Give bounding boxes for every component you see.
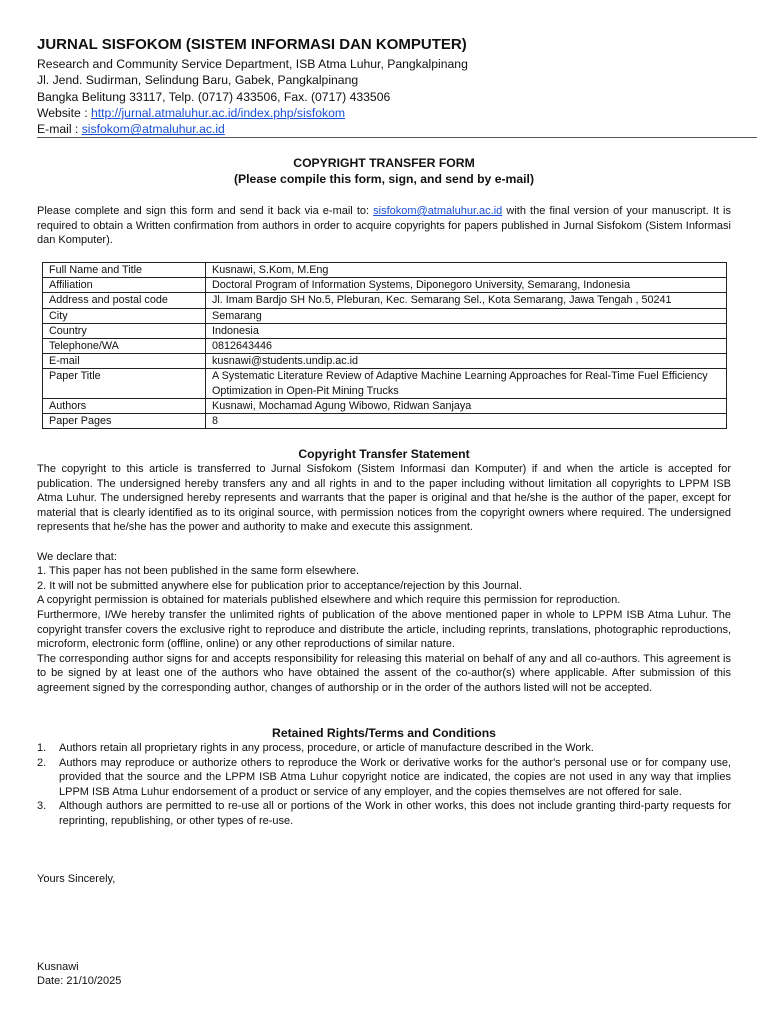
intro-text-after: with the final version of your manuscript. It is required to obtain a Written confirmation from authors in order to acquire copyrights for papers published in Jurnal Sisfokom (Sistem Informasi dan Komputer).	[37, 205, 731, 247]
retained-rights-list	[37, 741, 731, 829]
table-row	[43, 339, 727, 354]
field-value: 0812643446	[206, 339, 727, 354]
table-row	[43, 278, 727, 293]
header-email	[37, 121, 757, 137]
list-item-text: Authors may reproduce or authorize others to reproduce the Work or derivative works for the author's personal use or for company use, provided that the source and the LPPM ISB Atma Luhur copyright notice are indicated, the copies are not used in any way that implies LPPM ISB Atma Luhur endorsement of a product or service of any employer, and the copies themselves are not offered for sale.	[59, 756, 731, 798]
list-item	[37, 741, 731, 756]
field-value: kusnawi@students.undip.ac.id	[206, 354, 727, 369]
field-label: Country	[43, 323, 206, 338]
intro-paragraph	[37, 204, 731, 248]
website-link[interactable]: http://jurnal.atmaluhur.ac.id/index.php/sisfokom	[90, 105, 346, 120]
list-item-number: 2.	[37, 756, 47, 769]
list-item	[37, 756, 731, 800]
field-label: E-mail	[43, 354, 206, 369]
statement-paragraph-2: Furthermore, I/We hereby transfer the unlimited rights of publication of the above mentioned paper in whole to LPPM ISB Atma Luhur. The copyright transfer covers the exclusive right to reproduce and distribute the article, including reprints, translations, photographic reproductions, microform, electronic form (offline, online) or any other reproductions of similar nature.	[37, 608, 731, 651]
header-address-line-2: Jl. Jend. Sudirman, Selindung Baru, Gabek, Pangkalpinang	[37, 73, 359, 88]
field-value: Doctoral Program of Information Systems, Diponegoro University, Semarang, Indonesia	[206, 278, 727, 293]
statement-paragraph-1: The copyright to this article is transferred to Jurnal Sisfokom (Sistem Informasi dan Komputer) if and when the article is accepted for publication. The undersigned hereby transfers any and all rights in and to the paper including without limitation all copyrights to LPPM ISB Atma Luhur. The undersigned hereby represents and warrants that the paper is original and that he/she is the author of the paper, except for material that is clearly identified as to its original source, with permission notices from the copyright owners where required. The undersigned represents that he/she has the power and authority to make and execute this assignment.	[37, 463, 731, 534]
table-row	[43, 293, 727, 308]
email-label: E-mail :	[37, 122, 82, 137]
table-row	[43, 369, 727, 398]
table-row	[43, 414, 727, 429]
retained-rights-section	[37, 725, 731, 829]
field-value: Kusnawi, Mochamad Agung Wibowo, Ridwan Sanjaya	[206, 398, 727, 413]
field-label: Telephone/WA	[43, 339, 206, 354]
retained-rights-title: Retained Rights/Terms and Conditions	[272, 726, 496, 740]
form-title: COPYRIGHT TRANSFER FORM	[293, 156, 475, 170]
field-label: Paper Title	[43, 369, 206, 398]
intro-section	[37, 204, 731, 248]
statement-section	[37, 446, 731, 696]
field-label: Affiliation	[43, 278, 206, 293]
table-row	[43, 263, 727, 278]
list-item-number: 3.	[37, 800, 47, 813]
intro-email-link[interactable]: sisfokom@atmaluhur.ac.id	[373, 205, 503, 217]
header-address-line-3: Bangka Belitung 33117, Telp. (0717) 433506, Fax. (0717) 433506	[37, 89, 391, 104]
letterhead	[37, 36, 757, 137]
field-label: Address and postal code	[43, 293, 206, 308]
table-row	[43, 323, 727, 338]
field-label: Paper Pages	[43, 414, 206, 429]
author-info-table-wrapper	[42, 262, 727, 429]
field-value: Indonesia	[206, 323, 727, 338]
field-label: Authors	[43, 398, 206, 413]
statement-title: Copyright Transfer Statement	[298, 447, 470, 461]
table-row	[43, 354, 727, 369]
declare-item-1: 1. This paper has not been published in the same form elsewhere.	[37, 565, 360, 578]
signature-date: Date: 21/10/2025	[37, 975, 122, 987]
field-value: Semarang	[206, 308, 727, 323]
field-value: Kusnawi, S.Kom, M.Eng	[206, 263, 727, 278]
statement-paragraph-3: The corresponding author signs for and accepts responsibility for releasing this material on behalf of any and all co-authors. This agreement is to be signed by at least one of the authors who have obtained the assent of the co-author(s) where applicable. After submission of this agreement signed by the corresponding author, changes of authorship or in the order of the authors listed will not be accepted.	[37, 652, 731, 694]
field-label: Full Name and Title	[43, 263, 206, 278]
email-link[interactable]: sisfokom@atmaluhur.ac.id	[81, 122, 225, 137]
form-subtitle: (Please compile this form, sign, and send by e-mail)	[233, 172, 535, 186]
intro-text-before: Please complete and sign this form and send it back via e-mail to:	[37, 205, 374, 217]
field-value: A Systematic Literature Review of Adaptive Machine Learning Approaches for Real-Time Fuel Efficiency Optimization in Open-Pit Mining Trucks	[206, 369, 727, 398]
list-item-text: Although authors are permitted to re-use all or portions of the Work in other works, this does not include granting third-party requests for reprinting, republishing, or other types of re-use.	[59, 800, 731, 827]
signer-name: Kusnawi	[37, 961, 79, 973]
header-website	[37, 105, 757, 121]
field-value: 8	[206, 414, 727, 429]
list-item-number: 1.	[37, 742, 47, 754]
declare-item-2: 2. It will not be submitted anywhere else for publication prior to acceptance/rejection by this Journal.	[37, 579, 522, 592]
table-row	[43, 398, 727, 413]
list-item	[37, 799, 731, 828]
list-item-text: Authors retain all proprietary rights in any process, procedure, or article of manufacture described in the Work.	[59, 742, 594, 754]
table-row	[43, 308, 727, 323]
journal-title: JURNAL SISFOKOM (SISTEM INFORMASI DAN KOMPUTER)	[37, 36, 467, 53]
field-value: Jl. Imam Bardjo SH No.5, Pleburan, Kec. Semarang Sel., Kota Semarang, Jawa Tengah , 50241	[206, 293, 727, 308]
declare-permission: A copyright permission is obtained for materials published elsewhere and which require this permission for reproduction.	[37, 594, 621, 607]
header-address-line-1: Research and Community Service Department, ISB Atma Luhur, Pangkalpinang	[37, 57, 468, 71]
declare-heading: We declare that:	[37, 550, 117, 563]
author-info-table	[42, 262, 727, 429]
closing-sincerely: Yours Sincerely,	[37, 873, 116, 885]
website-label: Website :	[37, 105, 91, 120]
header-divider	[37, 137, 757, 138]
field-label: City	[43, 308, 206, 323]
